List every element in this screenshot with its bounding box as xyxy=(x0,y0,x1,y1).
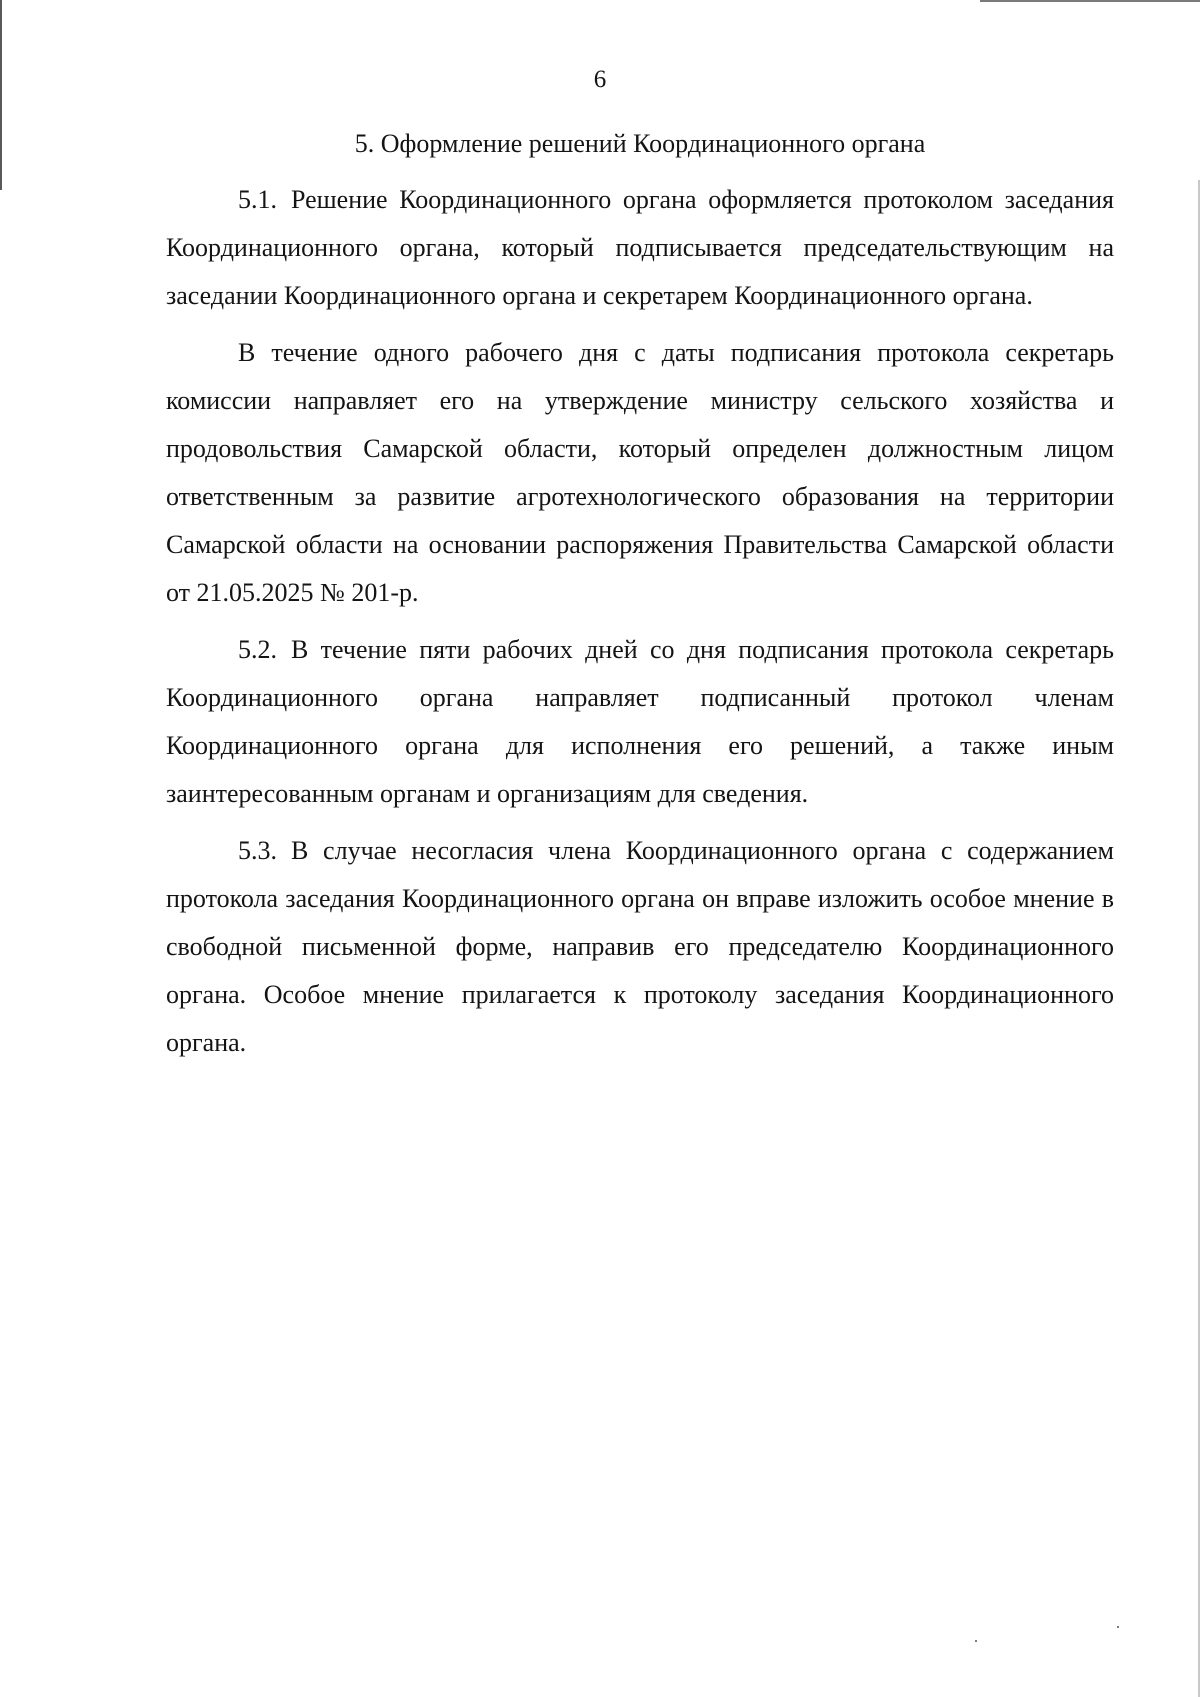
paragraph-5-2 xyxy=(166,626,1114,818)
scan-speck xyxy=(1117,1626,1119,1628)
scan-edge-top xyxy=(980,0,1200,2)
paragraph-text: В течение одного рабочего дня с даты подписания протокола секретарь комиссии направляет его на утверждение министру сельского хозяйства и продовольствия Самарской области, который определен должностным лицом ответственным за развитие агротехнологического образования на территории Самарской области на основании распоряжения Правительства Самарской области от 21.05.2025 № 201-р. xyxy=(166,338,1114,607)
paragraph-text: В течение пяти рабочих дней со дня подписания протокола секретарь Координационного органа направляет подписанный протокол членам Координационного органа для исполнения его решений, а также иным заинтересованным органам и организациям для сведения. xyxy=(166,635,1114,808)
scan-speck xyxy=(975,1640,977,1642)
paragraph-5-1-continued xyxy=(166,329,1114,617)
section-body xyxy=(166,122,1114,1076)
paragraph-text: Решение Координационного органа оформляется протоколом заседания Координационного органа, который подписывается председательствующим на заседании Координационного органа и секретарем Координационного органа. xyxy=(166,185,1114,310)
paragraph-5-3 xyxy=(166,827,1114,1067)
paragraph-number: 5.2. xyxy=(238,635,277,664)
paragraph-number: 5.3. xyxy=(238,836,277,865)
section-heading: 5. Оформление решений Координационного органа xyxy=(354,129,926,158)
paragraph-text: В случае несогласия члена Координационного органа с содержанием протокола заседания Координационного органа он вправе изложить особое мнение в свободной письменной форме, направив его председателю Координационного органа. Особое мнение прилагается к протоколу заседания Координационного органа. xyxy=(166,836,1114,1057)
paragraph-5-1 xyxy=(166,176,1114,320)
page-number: 6 xyxy=(593,66,607,93)
paragraph-number: 5.1. xyxy=(238,185,277,214)
